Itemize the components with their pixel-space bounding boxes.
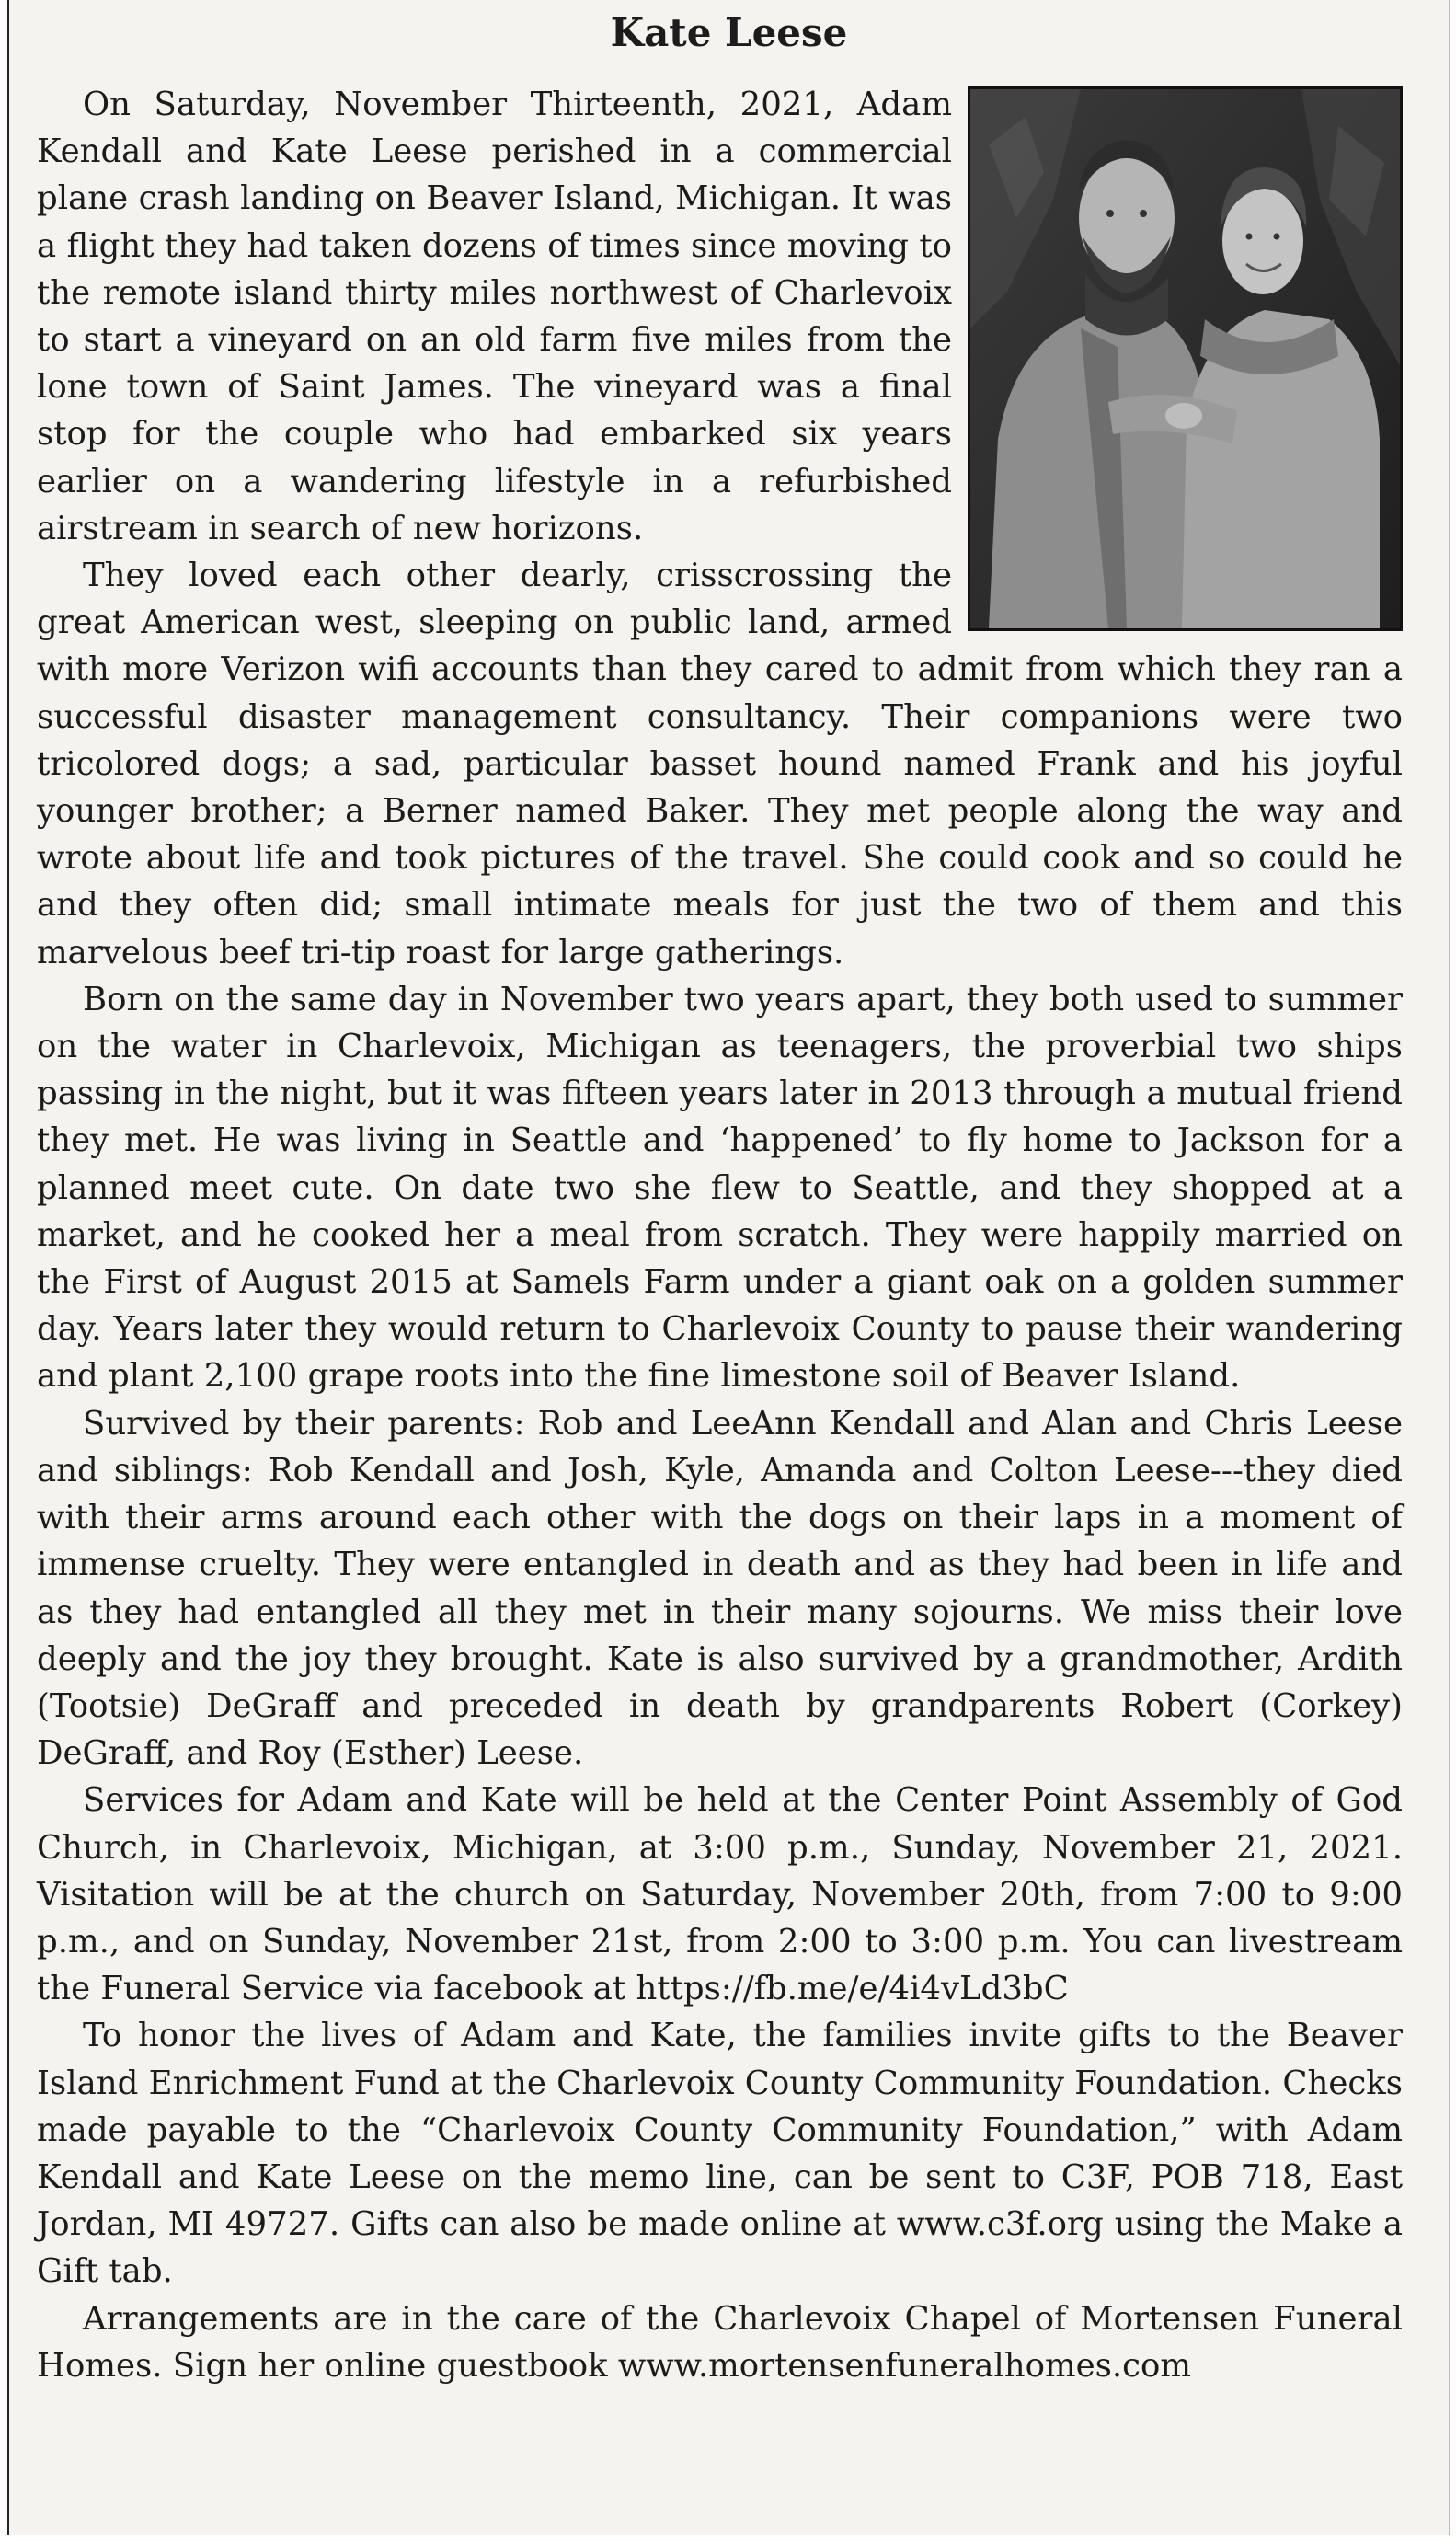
paragraph-meeting: Born on the same day in November two years apart, they both used to summer on the water in Charlevoix, Michigan as teenagers, the proverbial two ships passing in the night, but it was fifteen years later in 2013 through a mutual friend they met. He was living in Seattle and ‘happened’ to fly home to Jackson for a planned meet cute. On date two she flew to Seattle, and they shopped at a market, and he cooked her a meal from scratch. They were happily married on the First of August 2015 at Samels Farm under a giant oak on a golden summer day. Years later they would return to Charlevoix County to pause their wandering and plant 2,100 grape roots into the fine limestone soil of Beaver Island. bbox=[37, 980, 1403, 1396]
paragraph-crash: On Saturday, November Thirteenth, 2021, Adam Kendall and Kate Leese perished in a commercial plane crash landing on Beaver Island, Michigan. It was a flight they had taken dozens of times since moving to the remote island thirty miles northwest of Charlevoix to start a vineyard on an old farm five miles from the lone town of Saint James. The vineyard was a final stop for the couple who had embarked six years earlier on a wandering lifestyle in a refurbished airstream in search of new horizons. bbox=[37, 86, 952, 547]
paragraph-arrangements: Arrangements are in the care of the Charlevoix Chapel of Mortensen Funeral Homes. Sign her online guestbook www.mortensenfuneralhomes.com bbox=[37, 2299, 1403, 2385]
paragraph-gifts: To honor the lives of Adam and Kate, the families invite gifts to the Beaver Island Enrichment Fund at the Charlevoix County Community Foundation. Checks made payable to the “Charlevoix County Community Foundation,” with Adam Kendall and Kate Leese on the memo line, can be sent to C3F, POB 718, East Jordan, MI 49727. Gifts can also be made online at www.c3f.org using the Make a Gift tab. bbox=[37, 2017, 1403, 2291]
paragraph-travels: They loved each other dearly, crisscrossing the great American west, sleeping on public land, armed with more Verizon wifi accounts than they cared to admit from which they ran a successful disaster management consultancy. Their companions were two tricolored dogs; a sad, particular basset hound named Frank and his joyful younger brother; a Berner named Baker. They met people along the way and wrote about life and took pictures of the travel. She could cook and so could he and they often did; small intimate meals for just the two of them and this marvelous beef tri-tip roast for large gatherings. bbox=[37, 557, 1403, 972]
obituary-body bbox=[37, 81, 1403, 2389]
obituary-clipping bbox=[7, 0, 1450, 2535]
paragraph-services: Services for Adam and Kate will be held at the Center Point Assembly of God Church, in Charlevoix, Michigan, at 3:00 p.m., Sunday, November 21, 2021. Visitation will be at the church on Saturday, November 20th, from 7:00 to 9:00 p.m., and on Sunday, November 21st, from 2:00 to 3:00 p.m. You can livestream the Funeral Service via facebook at https://fb.me/e/4i4vLd3bC bbox=[37, 1781, 1403, 2008]
photo-spacer bbox=[952, 81, 1403, 631]
paragraph-survivors: Survived by their parents: Rob and LeeAnn Kendall and Alan and Chris Leese and siblings: Rob Kendall and Josh, Kyle, Amanda and Colton Leese---they died with their arms around each other with the dogs on their laps in a moment of immense cruelty. They were entangled in death and as they had been in life and as they had entangled all they met in their many sojourns. We miss their love deeply and the joy they brought. Kate is also survived by a grandmother, Ardith (Tootsie) DeGraff and preceded in death by grandparents Robert (Corkey) DeGraff, and Roy (Esther) Leese. bbox=[37, 1404, 1403, 1773]
obituary-headline: Kate Leese bbox=[610, 10, 848, 55]
